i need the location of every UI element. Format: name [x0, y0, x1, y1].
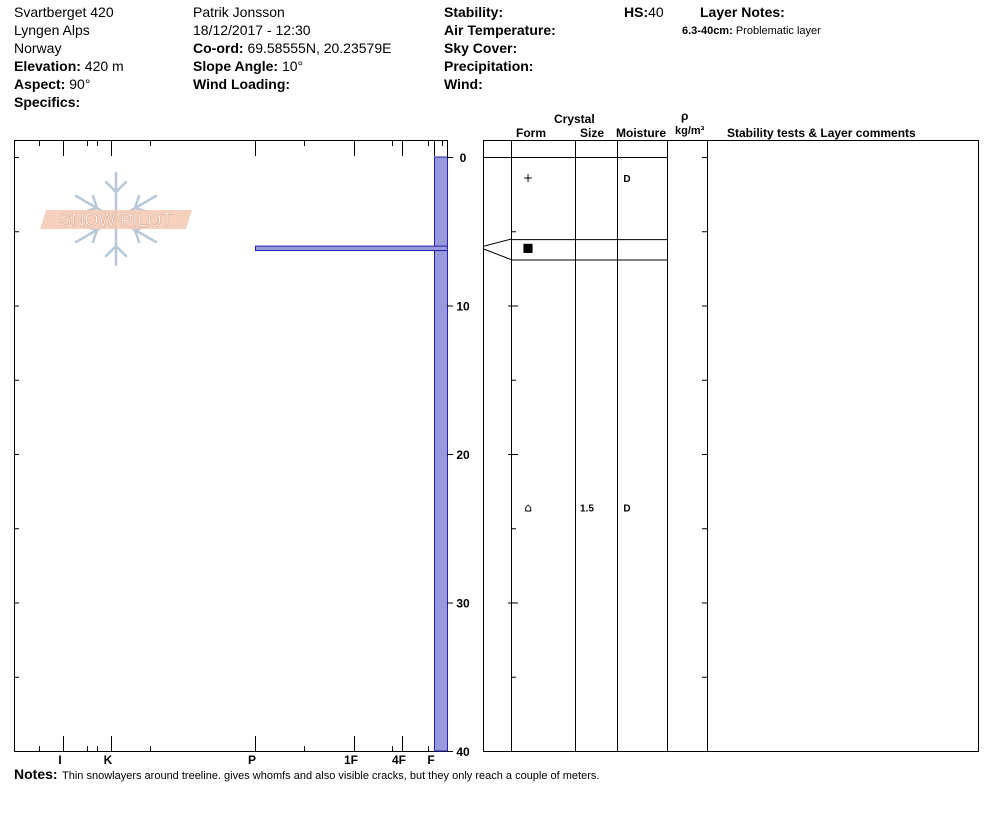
- hardness-plot-frame: [15, 141, 448, 752]
- hardness-axis-labels: [58, 753, 434, 767]
- wind-label: Wind:: [444, 76, 483, 92]
- precipitation-label: Precipitation:: [444, 58, 534, 74]
- location-name: Svartberget 420: [14, 4, 114, 20]
- notes-text: Thin snowlayers around treeline. gives whomfs and also visible cracks, but they only reach a couple of meters.: [62, 770, 600, 782]
- grain-size-value: 1.5: [580, 503, 594, 515]
- hs-label: HS:: [624, 4, 649, 20]
- elevation-value: 420 m: [84, 58, 124, 74]
- slope-label: Slope Angle:: [193, 58, 279, 74]
- hardness-tick-label: I: [58, 753, 62, 767]
- hardness-tick-label: 1F: [343, 753, 359, 767]
- grain-form-symbol: ■: [522, 240, 534, 255]
- depth-axis-labels: [447, 151, 518, 759]
- mountain-range: Lyngen Alps: [14, 22, 90, 38]
- depth-tick-label: 30: [456, 596, 470, 611]
- hardness-tick-label: 4F: [391, 753, 407, 767]
- moisture-value: D: [623, 503, 631, 515]
- wind-loading-label: Wind Loading:: [193, 76, 291, 92]
- hardness-bar: [435, 157, 448, 251]
- observer-name: Patrik Jonsson: [193, 4, 285, 20]
- comments-header: Stability tests & Layer comments: [727, 126, 916, 140]
- coord-label: Co-ord:: [193, 40, 244, 56]
- moisture-value: D: [623, 173, 631, 185]
- notes-row: [14, 766, 599, 784]
- layer-cells: [522, 171, 630, 515]
- hardness-bars: [256, 157, 448, 751]
- density-header: kg/m³: [675, 125, 705, 137]
- hardness-axis-ticks: [40, 141, 443, 751]
- elevation-label: Elevation:: [14, 58, 81, 74]
- stability-label: Stability:: [444, 4, 504, 20]
- layer-note-range: 6.3-40cm:: [682, 25, 733, 37]
- depth-tick-label: 10: [456, 299, 470, 314]
- hardness-bar: [256, 246, 448, 250]
- hardness-tick-label: K: [103, 753, 113, 767]
- observation-datetime: 18/12/2017 - 12:30: [193, 22, 311, 38]
- snowpilot-logo: [40, 173, 192, 265]
- hardness-tick-label: P: [247, 753, 257, 767]
- sky-cover-label: Sky Cover:: [444, 40, 518, 56]
- air-temperature-label: Air Temperature:: [444, 22, 556, 38]
- layer-table-frame: [484, 141, 979, 752]
- grain-form-symbol: +: [522, 170, 534, 185]
- form-header: Form: [516, 126, 546, 140]
- table-depth-ticks: [511, 158, 707, 752]
- grain-form-symbol: ⌂: [524, 500, 532, 515]
- coord-value: 69.58555N, 20.23579E: [247, 40, 392, 56]
- moisture-header: Moisture: [616, 126, 667, 140]
- country: Norway: [14, 40, 62, 56]
- hs-value: 40: [648, 4, 664, 20]
- depth-tick-label: 20: [456, 448, 470, 462]
- specifics-label: Specifics:: [14, 94, 81, 110]
- hardness-bar: [435, 251, 448, 751]
- notes-label: Notes:: [14, 766, 58, 782]
- layer-connector: [484, 239, 511, 246]
- crystal-header: Crystal: [554, 112, 595, 126]
- depth-tick-label: 0: [459, 151, 467, 165]
- aspect-label: Aspect:: [14, 76, 66, 92]
- layer-notes-title: Layer Notes:: [700, 4, 785, 20]
- aspect-value: 90°: [69, 76, 91, 92]
- layer-connector: [484, 249, 511, 259]
- depth-tick-label: 40: [456, 745, 470, 759]
- hardness-tick-label: F: [427, 753, 435, 767]
- slope-value: 10°: [281, 58, 304, 74]
- rho-header: ρ: [681, 109, 689, 123]
- logo-text: SNOW PILOT: [59, 210, 173, 230]
- size-header: Size: [580, 126, 605, 140]
- layer-note-text: Problematic layer: [735, 25, 821, 37]
